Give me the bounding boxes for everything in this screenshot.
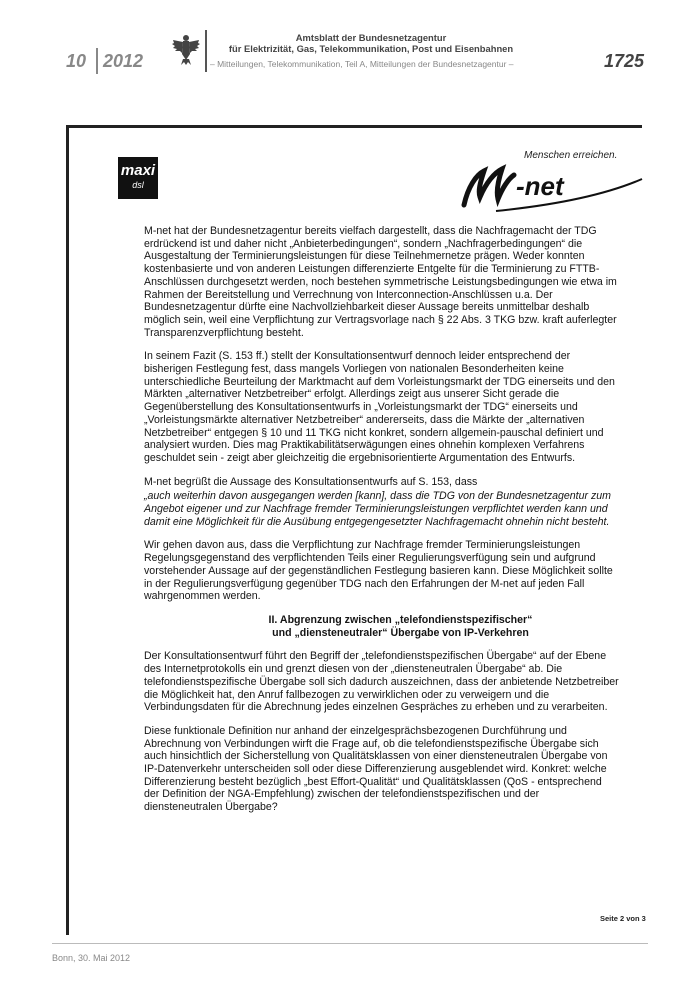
paragraph-1: M-net hat der Bundesnetzagentur bereits vielfach dargestellt, dass die Nachfragemacht der TDG erdrückend ist und daher nicht „Anbieterbedingungen“, sondern „Nachfragerbedingungen“ die Ausgestaltung der Terminierungsleistungen für diese Teilnehmernetze prägen. Weder konnten kostenbasierte und von anderen Leistungen differenzierte Entgelte für die Terminierung zu FTTB-Anschlüssen durchgesetzt werden, noch bestehen symmetrische Leistungsbedingungen wie etwa im Rahmen der Bereitstellung und Verrechnung von Interconnection-Anschlüssen u.a. Der Bundesnetzagentur dürfte eine Nachvollziehbarkeit dieser Aussage bereits unmittelbar deshalb möglich sein, weil eine Verpflichtung zur Vertragsvorlage nach § 22 Abs. 3 TKG bzw. kraft auferlegter Transparenzverpflichtung besteht. [144,225,617,339]
scanned-letter [66,125,650,935]
paragraph-6: Diese funktionale Definition nur anhand der einzelgesprächsbezogenen Durchführung und Abrechnung von Verbindungen wirft die Frage auf, ob die telefondienstspezifische Übergabe sich auch hinsichtlich der Sicherstellung von Qualitätsklassen von einer diensteneutralen Übergabe von IP-Datenverkehr unterscheiden soll oder diese Differenzierung ausgeblendet wird. Konkret: welche Differenzierung besteht bezüglich „best Effort-Qualität“ und Qualitätsklassen (QoS - entsprechend der Definition der NGA-Empfehlung) zwischen der telefondienstspezifischen und der diensteneutralen Übergabe? [144,724,608,814]
gazette-title [226,32,516,54]
letter-page-marker: Seite 2 von 3 [600,914,646,923]
mnet-logo [456,143,646,218]
maxi-logo-text: maxi [120,162,156,179]
paragraph-5: Der Konsultationsentwurf führt den Begriff der „telefondienstspezifischen Übergabe“ auf der Ebene des Internetprotokolls ein und grenzt diesen von der „diensteneutralen Übergabe“ ab. Die telefondienstspezifische Übergabe soll sich dadurch auszeichnen, dass der anbietende Netzbetreiber die Möglichkeit hat, den Anruf fallbezogen zu verwirklichen oder zu verweigern und die Verbindungsdaten für die Abrechnung jedes einzelnen Gespräches zu erheben und zu verarbeiten. [144,650,619,714]
paragraph-3-quote: „auch weiterhin davon ausgegangen werden [kann], dass die TDG von der Bundesnetzagentur zum Angebot eigener und zur Nachfrage fremder Terminierungsleistungen verpflichtet werden kann und damit eine Möglichkeit für die Ausübung entgegengesetzter Nachfragemacht ohnehin nicht besteht. [144,490,612,528]
mnet-tagline: Menschen erreichen. [524,150,618,161]
scan-left-edge [66,125,69,935]
gazette-subtitle: – Mitteilungen, Telekommunikation, Teil A, Mitteilungen der Bundesnetzagentur – [210,59,514,69]
section-heading-line2: und „diensteneutraler“ Übergabe von IP-Verkehren [272,626,529,639]
issue-divider [96,48,98,74]
paragraph-2: In seinem Fazit (S. 153 ff.) stellt der Konsultationsentwurf dennoch leider entsprechend der bisherigen Festlegung fest, dass mangels Vorliegen von nationalen Besonderheiten keine unterschiedliche Beurteilung der Marktmacht auf dem Vorleistungsmarkt der TDG einerseits und den Märkten „alternativer Netzbetreiber“ erfolgt. Allerdings zeigt aus unserer Sicht gerade die Gegenüberstellung des Konsultationsentwurfs in „Vorleistungsmarkt der TDG“ einerseits und „Vorleistungsmärkte alternativer Netzbetreiber“ andererseits, dass die Märkte der „alternativen Netzbetreiber“ entgegen § 10 und 11 TKG nicht konkret, sondern allgemein-pauschal definiert und analysiert wurden. Dies mag Praktikabilitätserwägungen eines ohnehin komplexen Verfahrens geschuldet sein - zeigt aber gleichzeitig die ergebnisorientierte Argumentation des Entwurfs. [144,350,615,464]
gazette-title-line1: Amtsblatt der Bundesnetzagentur [295,32,447,43]
footer-rule [52,943,648,944]
issue-number: 10 [66,51,87,71]
dsl-logo-text: dsl [132,180,144,190]
svg-text:-net: -net [516,171,564,201]
paragraph-4: Wir gehen davon aus, dass die Verpflichtung zur Nachfrage fremder Terminierungsleistungen Regelungsgegenstand des verpflichtenden Teils einer Regulierungsverfügung sein und aufgrund vorstehender Aussage auf der gegenständlichen Festlegung basieren kann. Diese Möglichkeit sollte in der Regulierungsverfügung gegenüber TDG nach den Erfahrungen der M-net auf jeden Fall wahrgenommen werden. [144,539,613,603]
section-heading-line1: II. Abgrenzung zwischen „telefondienstspezifischer“ [268,613,533,626]
gazette-title-line2: für Elektrizität, Gas, Telekommunikation, Post und Eisenbahnen [228,43,514,54]
scan-top-edge [66,125,642,128]
footer-date: Bonn, 30. Mai 2012 [52,953,131,963]
mnet-wordmark [456,153,646,218]
letter-body [144,225,619,825]
header-divider [205,30,207,72]
issue-year: 2012 [103,51,144,71]
section-heading [144,614,619,639]
page-number: 1725 [604,51,645,71]
maxi-dsl-logo [118,157,158,199]
federal-eagle-icon [171,32,201,66]
paragraph-3-intro: M-net begrüßt die Aussage des Konsultationsentwurfs auf S. 153, dass [144,475,478,488]
